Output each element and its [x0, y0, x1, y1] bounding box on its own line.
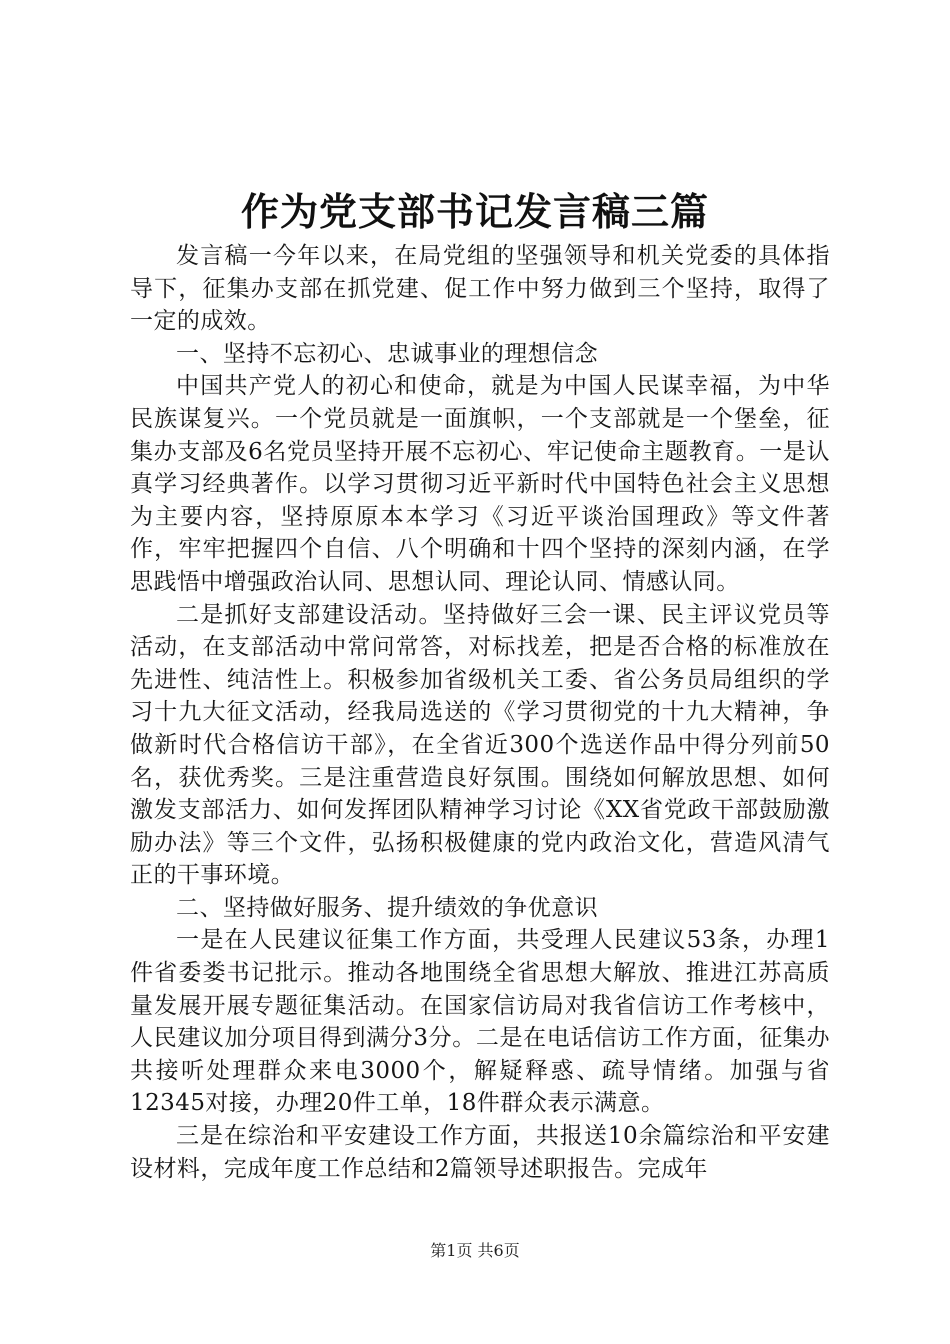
- page-footer: 第1页 共6页: [430, 1241, 520, 1260]
- document-title: 作为党支部书记发言稿三篇: [240, 189, 709, 234]
- document-body: [130, 240, 830, 1185]
- paragraph: 二是抓好支部建设活动。坚持做好三会一课、民主评议党员等活动，在支部活动中常问常答，对标找差，把是否合格的标准放在先进性、纯洁性上。积极参加省级机关工委、省公务员局组织的学习十九大征文活动，经我局选送的《学习贯彻党的十九大精神，争做新时代合格信访干部》，在全省近300个选送作品中得分列前50名，获优秀奖。三是注重营造良好氛围。围绕如何解放思想、如何激发支部活力、如何发挥团队精神学习讨论《XX省党政干部鼓励激励办法》等三个文件，弘扬积极健康的党内政治文化，营造风清气正的干事环境。: [130, 601, 830, 889]
- paragraph: 一是在人民建议征集工作方面，共受理人民建议53条，办理1件省委娄书记批示。推动各地围绕全省思想大解放、推进江苏高质量发展开展专题征集活动。在国家信访局对我省信访工作考核中，人民建议加分项目得到满分3分。二是在电话信访工作方面，征集办共接听处理群众来电3000个，解疑释惑、疏导情绪。加强与省12345对接，办理20件工单，18件群众表示满意。: [130, 927, 830, 1117]
- paragraph: 三是在综治和平安建设工作方面，共报送10余篇综治和平安建设材料，完成年度工作总结和2篇领导述职报告。完成年: [130, 1123, 830, 1182]
- paragraph-intro: 发言稿一今年以来，在局党组的坚强领导和机关党委的具体指导下，征集办支部在抓党建、促工作中努力做到三个坚持，取得了一定的成效。: [130, 243, 830, 335]
- section-heading-1: 一、坚持不忘初心、忠诚事业的理想信念: [176, 340, 599, 367]
- paragraph: 中国共产党人的初心和使命，就是为中国人民谋幸福，为中华民族谋复兴。一个党员就是一面旗帜，一个支部就是一个堡垒，征集办支部及6名党员坚持开展不忘初心、牢记使命主题教育。一是认真学习经典著作。以学习贯彻习近平新时代中国特色社会主义思想为主要内容，坚持原原本本学习《习近平谈治国理政》等文件著作，牢牢把握四个自信、八个明确和十四个坚持的深刻内涵，在学思践悟中增强政治认同、思想认同、理论认同、情感认同。: [130, 373, 830, 595]
- section-heading-2: 二、坚持做好服务、提升绩效的争优意识: [176, 894, 599, 921]
